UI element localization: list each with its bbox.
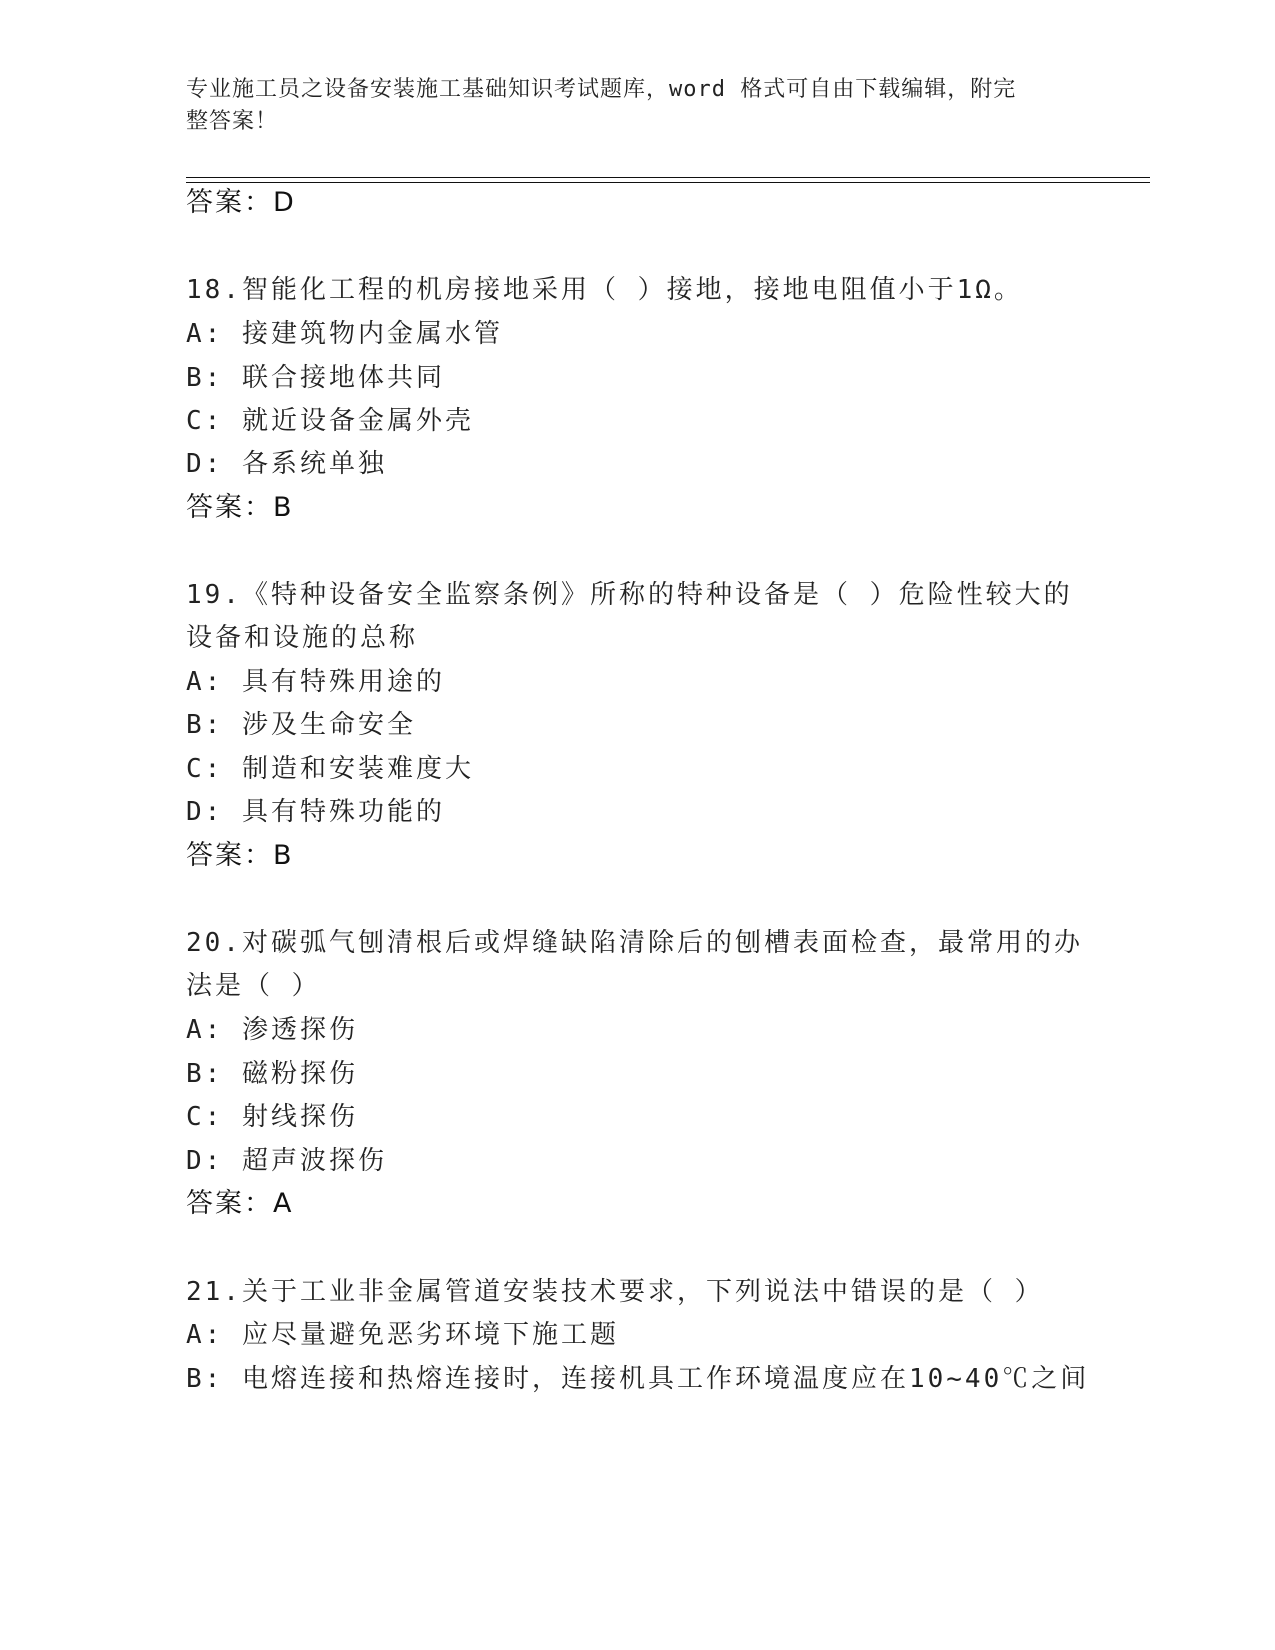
question-19-option-d: D: 具有特殊功能的 bbox=[186, 797, 445, 827]
question-19-option-b: B: 涉及生命安全 bbox=[186, 710, 416, 740]
question-18-option-b: B: 联合接地体共同 bbox=[186, 363, 445, 393]
header-line-1: 专业施工员之设备安装施工基础知识考试题库，word 格式可自由下载编辑，附完 bbox=[186, 77, 1017, 102]
question-20-option-d: D: 超声波探伤 bbox=[186, 1146, 387, 1176]
answer-17: 答案：D bbox=[186, 187, 296, 218]
question-19-option-c: C: 制造和安装难度大 bbox=[186, 754, 474, 784]
question-19-stem-line-1: 19.《特种设备安全监察条例》所称的特种设备是（ ）危险性较大的 bbox=[186, 580, 1073, 610]
question-18-answer: 答案：B bbox=[186, 492, 294, 523]
question-20-option-a: A: 渗透探伤 bbox=[186, 1015, 358, 1045]
question-19-stem-line-2: 设备和设施的总称 bbox=[186, 623, 419, 653]
question-20-option-b: B: 磁粉探伤 bbox=[186, 1059, 358, 1089]
question-20-option-c: C: 射线探伤 bbox=[186, 1102, 358, 1132]
question-18-option-c: C: 就近设备金属外壳 bbox=[186, 406, 474, 436]
header-line-2: 整答案！ bbox=[186, 109, 279, 134]
document-header bbox=[186, 74, 1066, 138]
question-19-option-a: A: 具有特殊用途的 bbox=[186, 667, 445, 697]
question-21-option-b: B: 电熔连接和热熔连接时，连接机具工作环境温度应在10~40℃之间 bbox=[186, 1364, 1090, 1394]
header-rule-bottom bbox=[186, 182, 1150, 183]
header-rule-top bbox=[186, 177, 1150, 178]
question-20-stem-line-2: 法是（ ） bbox=[186, 971, 321, 1001]
question-21-option-a: A: 应尽量避免恶劣环境下施工题 bbox=[186, 1320, 619, 1350]
question-20-stem-line-1: 20.对碳弧气刨清根后或焊缝缺陷清除后的刨槽表面检查，最常用的办 bbox=[186, 928, 1083, 958]
question-21-stem: 21.关于工业非金属管道安装技术要求，下列说法中错误的是（ ） bbox=[186, 1277, 1044, 1307]
question-19-answer: 答案：B bbox=[186, 840, 294, 871]
question-18-stem: 18.智能化工程的机房接地采用（ ）接地，接地电阻值小于1Ω。 bbox=[186, 275, 1023, 305]
question-18-option-d: D: 各系统单独 bbox=[186, 449, 387, 479]
question-18-option-a: A: 接建筑物内金属水管 bbox=[186, 319, 503, 349]
question-20-answer: 答案：A bbox=[186, 1188, 294, 1219]
